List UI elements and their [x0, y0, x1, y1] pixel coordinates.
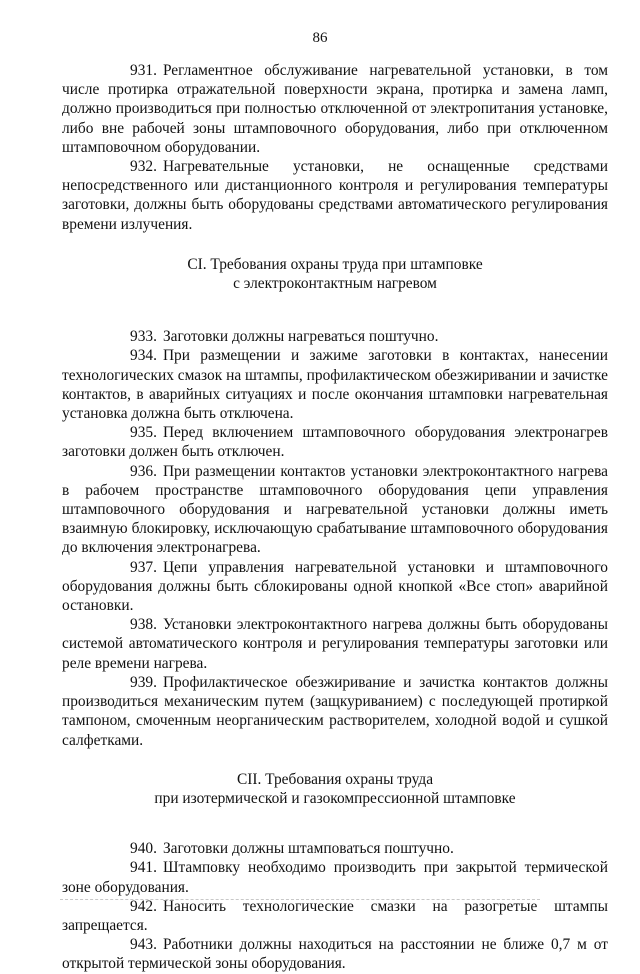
section-heading-cii-line1: CII. Требования охраны труда — [236, 770, 434, 788]
paragraph-number: 941. — [130, 859, 157, 877]
paragraph-text: Нагревательные установки, не оснащенные средствами непосредственного или дистанционного контроля и регулирования температуры заготовки, должны быть оборудованы средствами автоматического регулирования времени излучения. — [62, 158, 608, 233]
paragraph-942 — [62, 897, 608, 935]
paragraph-number: 942. — [130, 897, 157, 915]
paragraph-number: 931. — [130, 62, 157, 79]
page-number: 86 — [312, 30, 328, 46]
paragraph-text: Профилактическое обезжиривание и зачистка контактов должны производиться механическим путем (защкуриванием) с последующей протиркой тампоном, смоченным неорганическим растворителем, холодной водой и сушкой салфетками. — [62, 673, 608, 749]
paragraph-937 — [62, 558, 608, 616]
section-heading-ci-line1: CI. Требования охраны труда при штамповке — [187, 255, 483, 273]
section-heading-cii-line2: при изотермической и газокомпрессионной штамповке — [154, 789, 516, 807]
paragraph-number: 938. — [130, 616, 157, 634]
paragraph-number: 934. — [130, 347, 157, 365]
paragraph-text: При размещении контактов установки электроконтактного нагрева в рабочем пространстве штамповочного оборудования цепи управления штамповочного оборудования и нагревательной установки должны иметь взаимную блокировку, исключающую срабатывание штамповочного оборудования до включения электронагрева. — [62, 462, 608, 557]
paragraph-text: Штамповку необходимо производить при закрытой термической зоне оборудования. — [62, 859, 608, 896]
paragraph-text: Заготовки должны штамповаться поштучно. — [162, 840, 454, 858]
paragraph-939 — [62, 673, 608, 750]
paragraph-932 — [62, 157, 608, 234]
paragraph-number: 940. — [130, 840, 157, 858]
paragraph-number: 943. — [130, 936, 157, 954]
section-heading-ci-line2: с электроконтактным нагревом — [233, 275, 437, 293]
paragraph-number: 932. — [130, 158, 157, 176]
document-body — [62, 61, 608, 974]
paragraph-number: 939. — [130, 673, 157, 691]
paragraph-938 — [62, 615, 608, 673]
paragraph-number: 937. — [130, 558, 157, 576]
paragraph-936 — [62, 462, 608, 558]
paragraph-number: 933. — [130, 328, 157, 346]
paragraph-text: Установки электроконтактного нагрева должны быть оборудованы системой автоматического контроля и регулирования температуры заготовки или реле времени нагрева. — [62, 616, 608, 672]
paragraph-text: Работники должны находиться на расстоянии не ближе 0,7 м от открытой термической зоны оборудования. — [62, 936, 608, 973]
paragraph-text: При размещении и зажиме заготовки в контактах, нанесении технологических смазок на штампы, профилактическом обезжиривании и зачистке контактов, в аварийных ситуациях и после окончания штамповки нагревательная установка должна быть отключена. — [62, 347, 608, 423]
paragraph-text: Регламентное обслуживание нагревательной установки, в том числе протирка отражательной поверхности экрана, протирка и замена ламп, должно производиться при полностью отключенной от электропитания установке, либо вне рабочей зоны штамповочного оборудования, либо при отключенном штамповочном оборудовании. — [62, 62, 608, 156]
paragraph-934 — [62, 346, 608, 423]
paragraph-text: Заготовки должны нагреваться поштучно. — [162, 328, 439, 346]
paragraph-941 — [62, 858, 608, 896]
paragraph-number: 936. — [130, 462, 157, 480]
scan-edge-artifact — [60, 899, 540, 901]
paragraph-943 — [62, 935, 608, 973]
paragraph-940 — [62, 839, 608, 858]
paragraph-text: Перед включением штамповочного оборудования электронагрев заготовки должен быть отключен. — [62, 424, 608, 461]
paragraph-933 — [62, 327, 608, 346]
paragraph-931 — [62, 61, 608, 157]
paragraph-number: 935. — [130, 424, 157, 442]
paragraph-text: Наносить технологические смазки на разогретые штампы запрещается. — [62, 897, 608, 934]
paragraph-text: Цепи управления нагревательной установки и штамповочного оборудования должны быть сблокированы одной кнопкой «Все стоп» аварийной остановки. — [62, 558, 608, 615]
paragraph-935 — [62, 423, 608, 461]
